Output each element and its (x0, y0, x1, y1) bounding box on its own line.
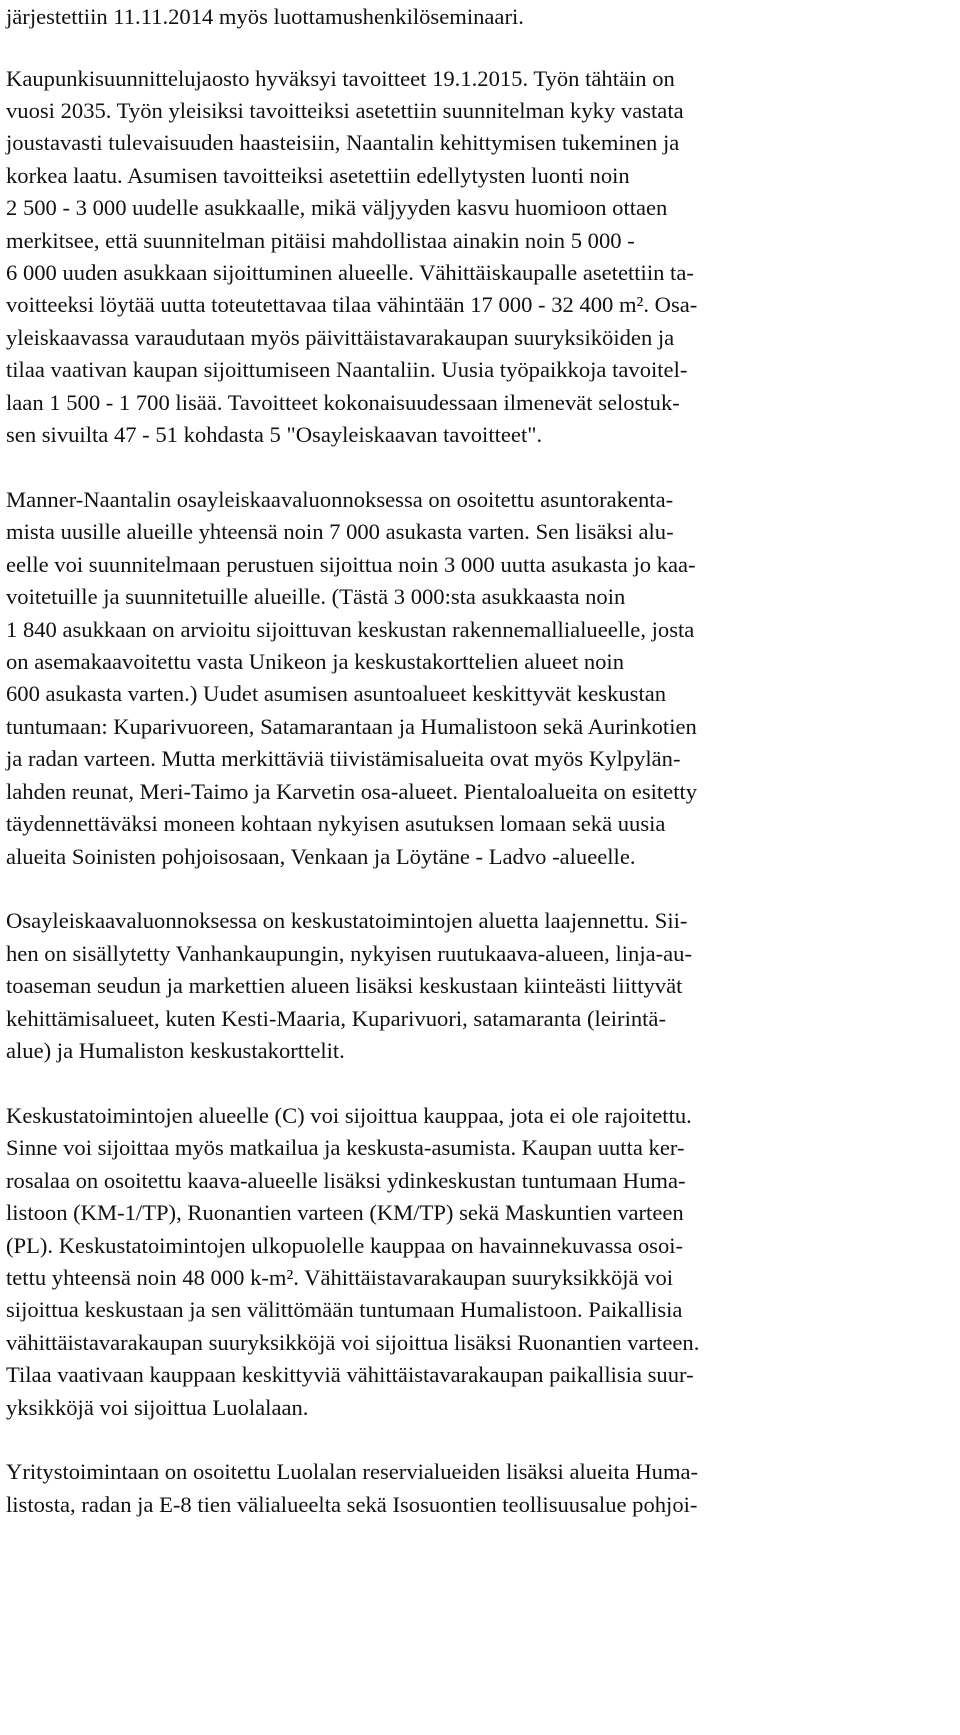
text-line: järjestettiin 11.11.2014 myös luottamushenkilöseminaari. (6, 4, 524, 29)
text-line: yleiskaavassa varaudutaan myös päivittäistavarakaupan suuryksiköiden ja (6, 325, 675, 350)
text-line: voitteeksi löytää uutta toteutettavaa tilaa vähintään 17 000 - 32 400 m². Osa- (6, 292, 698, 317)
text-line: sijoittua keskustaan ja sen välittömään tuntumaan Humalistoon. Paikallisia (6, 1297, 683, 1322)
text-line: 600 asukasta varten.) Uudet asumisen asuntoalueet keskittyvät keskustan (6, 681, 667, 706)
text-line: Manner-Naantalin osayleiskaavaluonnoksessa on osoitettu asuntorakenta- (6, 487, 674, 512)
text-line: joustavasti tulevaisuuden haasteisiin, Naantalin kehittymisen tukeminen ja (6, 130, 680, 155)
text-line: rosalaa on osoitettu kaava-alueelle lisäksi ydinkeskustan tuntumaan Huma- (6, 1168, 686, 1193)
text-line: (PL). Keskustatoimintojen ulkopuolelle kauppaa on havainnekuvassa osoi- (6, 1233, 684, 1258)
text-line: 2 500 - 3 000 uudelle asukkaalle, mikä väljyyden kasvu huomioon ottaen (6, 195, 668, 220)
text-line: vuosi 2035. Työn yleisiksi tavoitteiksi asetettiin suunnitelman kyky vastata (6, 98, 684, 123)
text-line: Tilaa vaativaan kauppaan keskittyviä vähittäistavarakaupan paikallisia suur- (6, 1362, 694, 1387)
text-line: voitetuille ja suunnitetuille alueille. (Tästä 3 000:sta asukkaasta noin (6, 584, 626, 609)
text-line: eelle voi suunnitelmaan perustuen sijoittua noin 3 000 uutta asukasta jo kaa- (6, 552, 696, 577)
text-line: mista uusille alueille yhteensä noin 7 000 asukasta varten. Sen lisäksi alu- (6, 519, 674, 544)
text-line: kehittämisalueet, kuten Kesti-Maaria, Kuparivuori, satamaranta (leirintä- (6, 1006, 666, 1031)
text-line: 6 000 uuden asukkaan sijoittuminen alueelle. Vähittäiskaupalle asetettiin ta- (6, 260, 694, 285)
text-line: toaseman seudun ja markettien alueen lisäksi keskustaan kiinteästi liittyvät (6, 973, 683, 998)
text-line: alueita Soinisten pohjoisosaan, Venkaan ja Löytäne - Ladvo -alueelle. (6, 844, 636, 869)
text-line: on asemakaavoitettu vasta Unikeon ja keskustakorttelien alueet noin (6, 649, 624, 674)
text-line: tettu yhteensä noin 48 000 k-m². Vähittäistavarakaupan suuryksikköjä voi (6, 1265, 674, 1290)
text-line: laan 1 500 - 1 700 lisää. Tavoitteet kokonaisuudessaan ilmenevät selostuk- (6, 390, 680, 415)
text-line: Yritystoimintaan on osoitettu Luolalan reservialueiden lisäksi alueita Huma- (6, 1459, 699, 1484)
text-line: yksikköjä voi sijoittua Luolalaan. (6, 1395, 309, 1420)
text-line: vähittäistavarakaupan suuryksikköjä voi sijoittua lisäksi Ruonantien varteen. (6, 1330, 700, 1355)
text-line: listoon (KM-1/TP), Ruonantien varteen (KM/TP) sekä Maskuntien varteen (6, 1200, 684, 1225)
text-line: Osayleiskaavaluonnoksessa on keskustatoimintojen aluetta laajennettu. Sii- (6, 908, 688, 933)
text-line: korkea laatu. Asumisen tavoitteiksi asetettiin edellytysten luonti noin (6, 163, 630, 188)
text-line: listosta, radan ja E-8 tien välialueelta sekä Isosuontien teollisuusalue pohjoi- (6, 1492, 698, 1517)
text-line: sen sivuilta 47 - 51 kohdasta 5 "Osayleiskaavan tavoitteet". (6, 422, 543, 447)
text-line: hen on sisällytetty Vanhankaupungin, nykyisen ruutukaava-alueen, linja-au- (6, 941, 692, 966)
text-line: tuntumaan: Kuparivuoreen, Satamarantaan ja Humalistoon sekä Aurinkotien (6, 714, 697, 739)
text-line: Keskustatoimintojen alueelle (C) voi sijoittua kauppaa, jota ei ole rajoitettu. (6, 1103, 692, 1128)
text-line: tilaa vaativan kaupan sijoittumiseen Naantaliin. Uusia työpaikkoja tavoitel- (6, 357, 688, 382)
text-line: alue) ja Humaliston keskustakorttelit. (6, 1038, 345, 1063)
text-line: lahden reunat, Meri-Taimo ja Karvetin osa-alueet. Pientaloalueita on esitetty (6, 779, 698, 804)
text-line: merkitsee, että suunnitelman pitäisi mahdollistaa ainakin noin 5 000 - (6, 228, 635, 253)
text-line: 1 840 asukkaan on arvioitu sijoittuvan keskustan rakennemallialueelle, josta (6, 617, 695, 642)
text-line: Sinne voi sijoittaa myös matkailua ja keskusta-asumista. Kaupan uutta ker- (6, 1135, 685, 1160)
text-line: Kaupunkisuunnittelujaosto hyväksyi tavoitteet 19.1.2015. Työn tähtäin on (6, 66, 675, 91)
text-line: ja radan varteen. Mutta merkittäviä tiivistämisalueita ovat myös Kylpylän- (6, 746, 681, 771)
text-line: täydennettäväksi moneen kohtaan nykyisen asutuksen lomaan sekä uusia (6, 811, 666, 836)
